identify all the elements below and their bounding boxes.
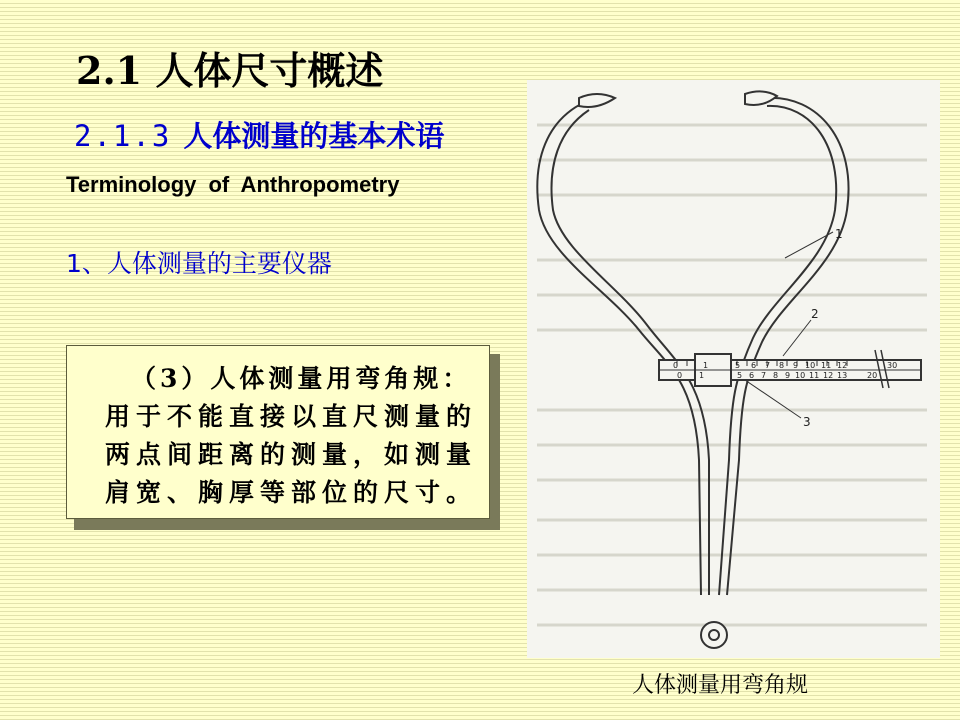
scale-upper-1: 1 xyxy=(703,361,709,370)
scale-lower-6: 6 xyxy=(749,371,755,380)
callout-label-2: 2 xyxy=(811,307,819,321)
callout-line-4: 肩宽、胸厚等部位的尺寸。 xyxy=(105,478,478,507)
caliper-scale-bar xyxy=(659,350,921,388)
scale-lower-8: 8 xyxy=(773,371,779,380)
scale-lower-7: 7 xyxy=(761,371,767,380)
scale-upper-7: 7 xyxy=(765,361,771,370)
figure-caption: 人体测量用弯角规 xyxy=(632,673,809,698)
callout-line-1: （3）人体测量用弯角规： xyxy=(131,364,472,393)
callout-label-3: 3 xyxy=(803,415,811,429)
scale-upper-10: 10 xyxy=(805,361,816,370)
scale-upper-11: 11 xyxy=(821,361,832,370)
scale-upper-0: 0 xyxy=(673,361,679,370)
scale-lower-12: 12 xyxy=(823,371,834,380)
english-title: Terminology of Anthropometry xyxy=(66,172,400,197)
scale-lower-11: 11 xyxy=(809,371,820,380)
scale-upper-8: 8 xyxy=(779,361,785,370)
scale-upper-6: 6 xyxy=(751,361,757,370)
scale-upper-9: 9 xyxy=(793,361,799,370)
callout-line-3: 两点间距离的测量，如测量 xyxy=(105,440,478,469)
slide-title: 2.1 人体尺寸概述 xyxy=(76,48,384,93)
scale-lower-20: 20 xyxy=(867,371,878,380)
scale-lower-1: 1 xyxy=(699,371,705,380)
callout-box xyxy=(66,345,490,519)
caliper-pivot xyxy=(701,622,727,648)
scale-upper-30: 30 xyxy=(887,361,898,370)
callout-line-2: 用于不能直接以直尺测量的 xyxy=(105,402,478,431)
scale-lower-0: 0 xyxy=(677,371,683,380)
subtitle-number: 2.1.3 xyxy=(74,119,172,153)
callout-label-1: 1 xyxy=(835,227,843,241)
caliper-illustration xyxy=(527,80,940,658)
scale-lower-5: 5 xyxy=(737,371,743,380)
subtitle-text: 人体测量的基本术语 xyxy=(183,119,445,153)
scale-upper-12: 12 xyxy=(837,361,848,370)
caliper-figure xyxy=(527,80,940,658)
scale-lower-10: 10 xyxy=(795,371,806,380)
subtitle xyxy=(74,114,444,155)
scale-upper-5: 5 xyxy=(735,361,741,370)
callout-numbers xyxy=(803,227,843,429)
scale-lower-13: 13 xyxy=(837,371,848,380)
section-heading: 1、人体测量的主要仪器 xyxy=(66,249,332,278)
scale-lower-9: 9 xyxy=(785,371,791,380)
